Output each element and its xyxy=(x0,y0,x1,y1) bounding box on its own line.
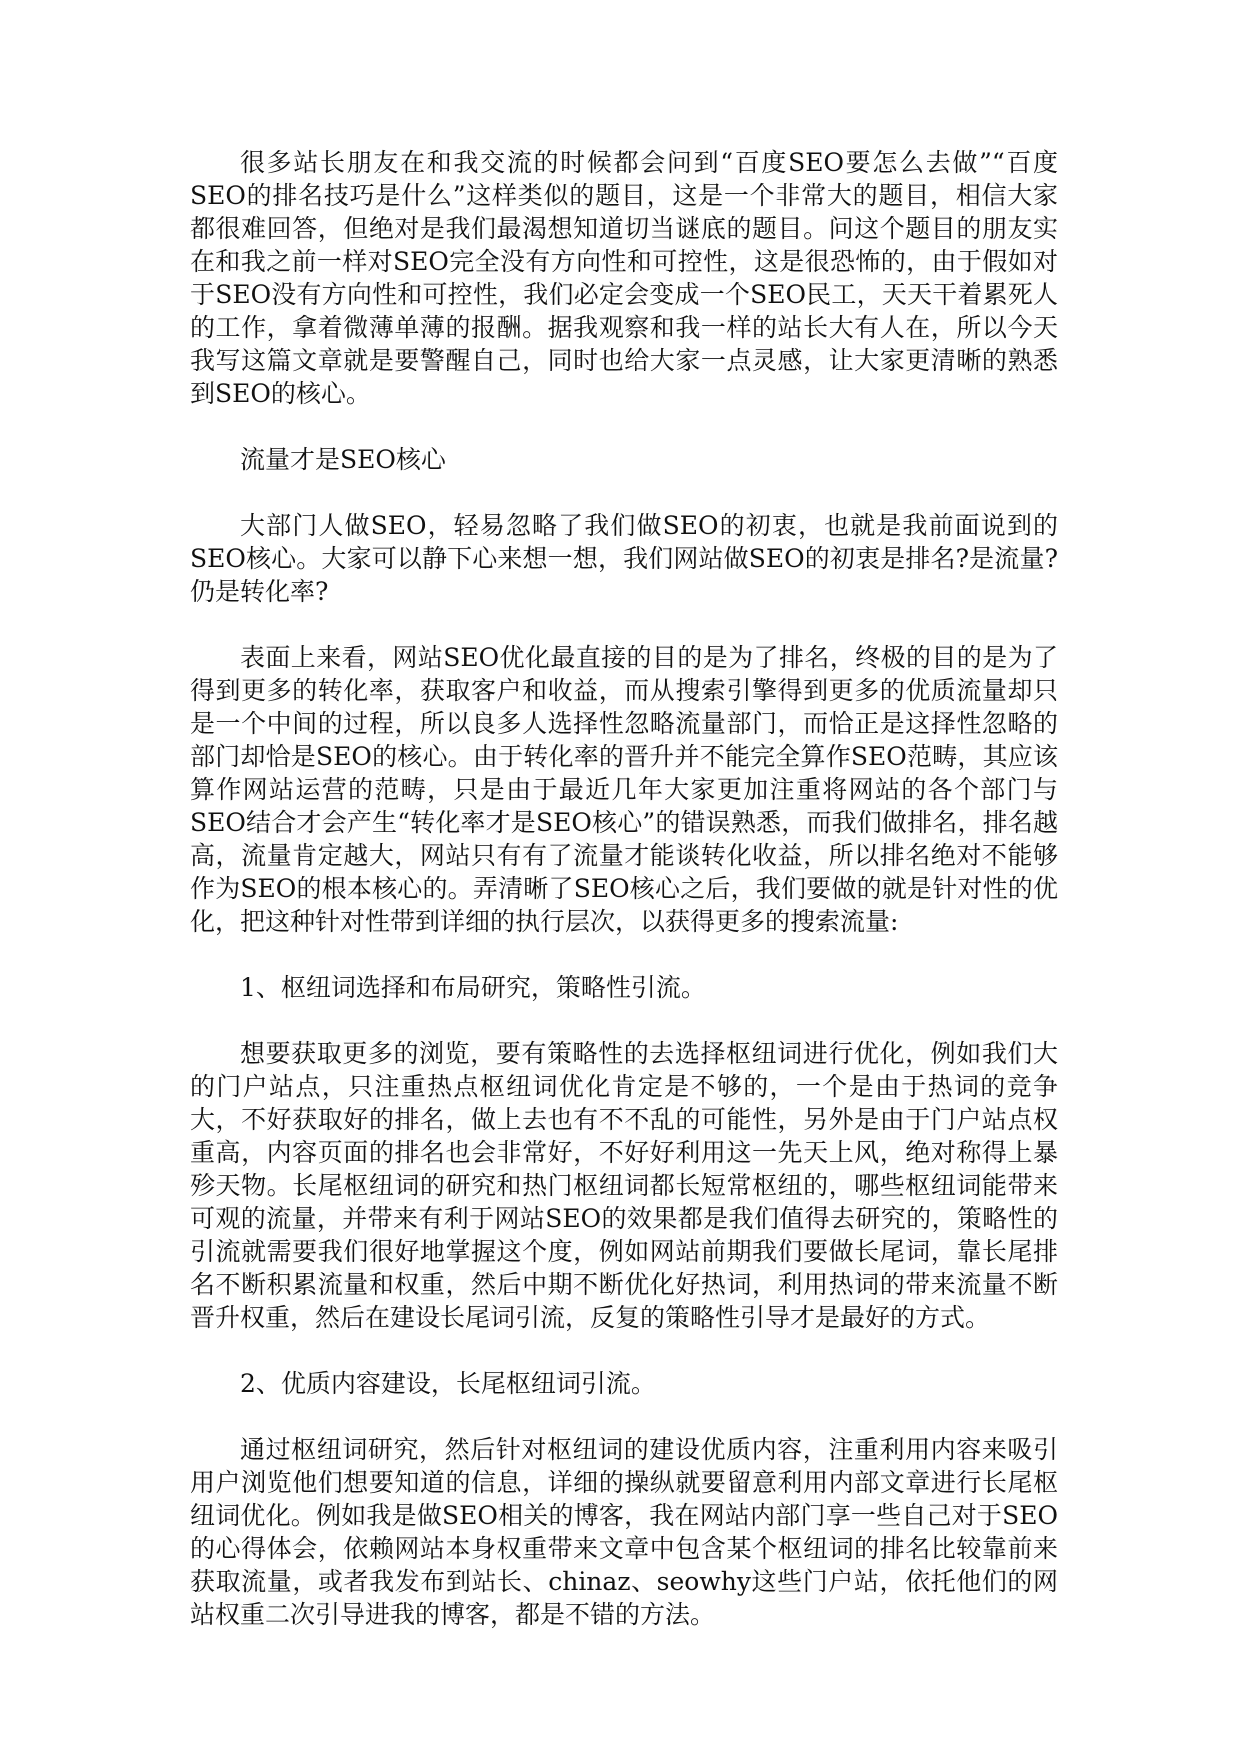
body-paragraph: 大部门人做SEO，轻易忽略了我们做SEO的初衷，也就是我前面说到的SEO核心。大家可以静下心来想一想，我们网站做SEO的初衷是排名?是流量?仍是转化率? xyxy=(190,511,1058,606)
intro-paragraph: 很多站长朋友在和我交流的时候都会问到“百度SEO要怎么去做”“百度SEO的排名技巧是什么”这样类似的题目，这是一个非常大的题目，相信大家都很难回答，但绝对是我们最渴想知道切当谜底的题目。问这个题目的朋友实在和我之前一样对SEO完全没有方向性和可控性，这是很恐怖的，由于假如对于SEO没有方向性和可控性，我们必定会变成一个SEO民工，天天干着累死人的工作，拿着微薄单薄的报酬。据我观察和我一样的站长大有人在，所以今天我写这篇文章就是要警醒自己，同时也给大家一点灵感，让大家更清晰的熟悉到SEO的核心。 xyxy=(190,148,1058,408)
body-paragraph: 想要获取更多的浏览，要有策略性的去选择枢纽词进行优化，例如我们大的门户站点，只注重热点枢纽词优化肯定是不够的，一个是由于热词的竞争大，不好获取好的排名，做上去也有不不乱的可能性，另外是由于门户站点权重高，内容页面的排名也会非常好，不好好利用这一先天上风，绝对称得上暴殄天物。长尾枢纽词的研究和热门枢纽词都长短常枢纽的，哪些枢纽词能带来可观的流量，并带来有利于网站SEO的效果都是我们值得去研究的，策略性的引流就需要我们很好地掌握这个度，例如网站前期我们要做长尾词，靠长尾排名不断积累流量和权重，然后中期不断优化好热词，利用热词的带来流量不断晋升权重，然后在建设长尾词引流，反复的策略性引导才是最好的方式。 xyxy=(190,1039,1058,1332)
list-item-heading: 2、优质内容建设，长尾枢纽词引流。 xyxy=(240,1369,656,1398)
list-item-heading: 1、枢纽词选择和布局研究，策略性引流。 xyxy=(240,973,706,1002)
document-body xyxy=(190,146,1058,1664)
section-heading: 流量才是SEO核心 xyxy=(240,445,446,474)
body-paragraph: 表面上来看，网站SEO优化最直接的目的是为了排名，终极的目的是为了得到更多的转化率，获取客户和收益，而从搜索引擎得到更多的优质流量却只是一个中间的过程，所以良多人选择性忽略流量部门，而恰正是这择性忽略的部门却恰是SEO的核心。由于转化率的晋升并不能完全算作SEO范畴，其应该算作网站运营的范畴，只是由于最近几年大家更加注重将网站的各个部门与SEO结合才会产生“转化率才是SEO核心”的错误熟悉，而我们做排名，排名越高，流量肯定越大，网站只有有了流量才能谈转化收益，所以排名绝对不能够作为SEO的根本核心的。弄清晰了SEO核心之后，我们要做的就是针对性的优化，把这种针对性带到详细的执行层次，以获得更多的搜索流量: xyxy=(190,643,1058,936)
body-paragraph: 通过枢纽词研究，然后针对枢纽词的建设优质内容，注重利用内容来吸引用户浏览他们想要知道的信息，详细的操纵就要留意利用内部文章进行长尾枢纽词优化。例如我是做SEO相关的博客，我在网站内部门享一些自己对于SEO的心得体会，依赖网站本身权重带来文章中包含某个枢纽词的排名比较靠前来获取流量，或者我发布到站长、chinaz、seowhy这些门户站，依托他们的网站权重二次引导进我的博客，都是不错的方法。 xyxy=(190,1435,1058,1629)
